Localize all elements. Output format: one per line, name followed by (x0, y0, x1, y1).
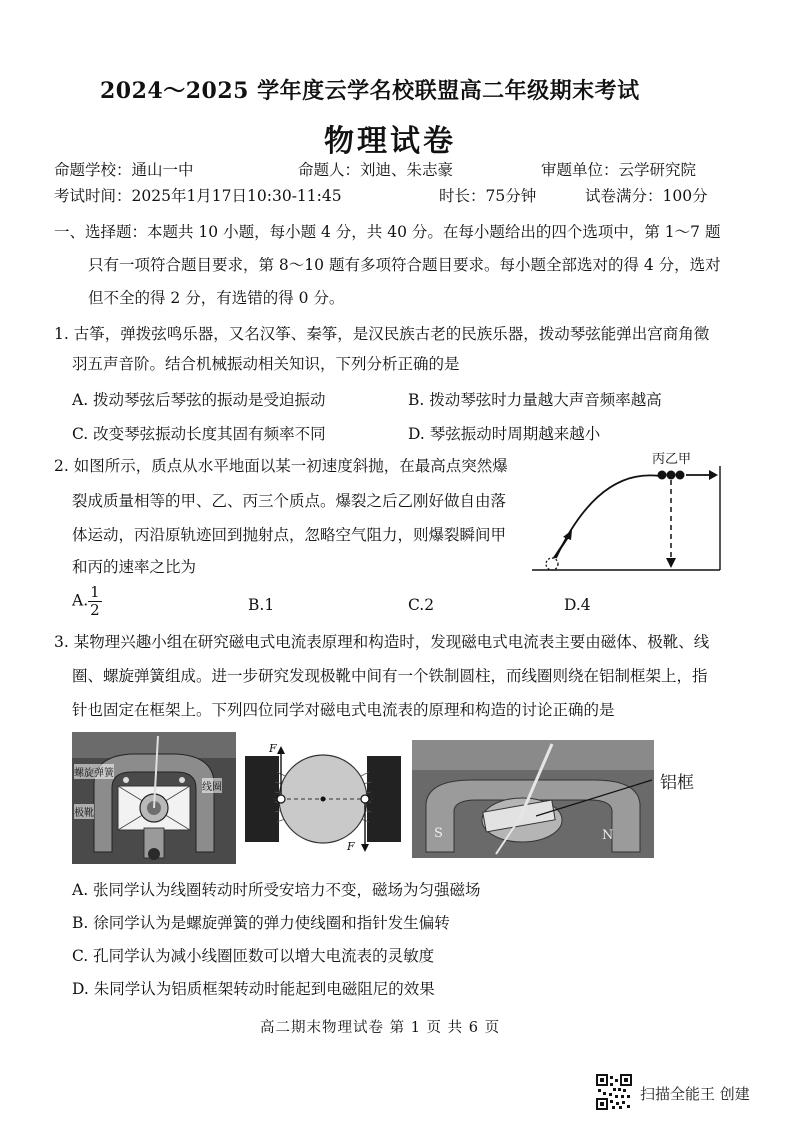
aluminum-frame-label: 铝框 (660, 773, 694, 793)
q3-option-b: B. 徐同学认为是螺旋弹簧的弹力使线圈和指针发生偏转 (72, 914, 450, 932)
section-instructions-line2: 只有一项符合题目要求，第 8～10 题有多项符合题目要求。每小题全部选对的得 4 分，选对 (88, 256, 721, 274)
force-label-top: F (269, 742, 277, 755)
galvanometer-photo-drawing (72, 732, 236, 864)
q1-stem-line2: 羽五声音阶。结合机械振动相关知识，下列分析正确的是 (72, 355, 460, 373)
q3-aluminum-frame-photo (412, 740, 654, 858)
q3-stem-line1: 3. 某物理兴趣小组在研究磁电式电流表原理和构造时，发现磁电式电流表主要由磁体、极靴、线 (54, 633, 710, 651)
qr-code-drawing (596, 1074, 632, 1110)
exam-time: 考试时间：2025年1月17日10:30-11:45 (54, 187, 342, 205)
section-instructions-line1: 一、选择题：本题共 10 小题，每小题 4 分，共 40 分。在每小题给出的四个选项中，第 1～7 题 (54, 223, 721, 241)
force-label-bottom: F (347, 840, 355, 853)
q2-option-b: B.1 (248, 596, 275, 614)
qr-code-icon (596, 1074, 632, 1110)
q3-option-a: A. 张同学认为线圈转动时所受安培力不变，磁场为匀强磁场 (72, 881, 481, 899)
q2-stem-line2: 裂成质量相等的甲、乙、丙三个质点。爆裂之后乙刚好做自由落 (72, 492, 507, 510)
fraction-denominator: 2 (90, 601, 100, 619)
q3-stem-line3: 针也固定在框架上。下列四位同学对磁电式电流表的原理和构造的讨论正确的是 (72, 701, 615, 719)
aluminum-frame-drawing (412, 740, 654, 858)
q2-option-d: D.4 (564, 596, 591, 614)
page-title: 物理试卷 (324, 124, 456, 159)
scanner-watermark: 扫描全能王 创建 (640, 1085, 750, 1103)
school-info: 命题学校：通山一中 (54, 161, 194, 179)
exam-duration: 时长：75分钟 (439, 187, 537, 205)
exam-score: 试卷满分：100分 (585, 187, 708, 205)
q2-option-c: C.2 (408, 596, 435, 614)
q2-projectile-figure (528, 446, 724, 584)
q1-option-c: C. 改变琴弦振动长度其固有频率不同 (72, 425, 326, 443)
label-pole-shoe: 极靴 (74, 804, 94, 819)
q3-coil-diagram (243, 742, 403, 856)
q2-stem-line4: 和丙的速率之比为 (72, 558, 197, 576)
q2-option-a-prefix: A. (72, 591, 89, 610)
q3-option-c: C. 孔同学认为减小线圈匝数可以增大电流表的灵敏度 (72, 947, 435, 965)
coil-diagram-drawing (243, 742, 403, 856)
page-footer: 高二期末物理试卷 第 1 页 共 6 页 (260, 1020, 501, 1036)
pole-label-n: N (602, 828, 614, 843)
reviewer-info: 审题单位：云学研究院 (541, 161, 697, 179)
q3-stem-line2: 圈、螺旋弹簧组成。进一步研究发现极靴中间有一个铁制圆柱，而线圈则绕在铝制框架上，指 (72, 667, 708, 685)
q2-stem-line1: 2. 如图所示，质点从水平地面以某一初速度斜抛，在最高点突然爆 (54, 457, 508, 475)
label-spring: 螺旋弹簧 (74, 764, 114, 779)
pole-label-s: S (434, 826, 443, 841)
q2-option-a-fraction (88, 584, 102, 619)
exam-title: 2024～2025 学年度云学名校联盟高二年级期末考试 (100, 78, 640, 104)
q3-option-d: D. 朱同学认为铝质框架转动时能起到电磁阻尼的效果 (72, 980, 435, 998)
q1-stem-line1: 1. 古筝，弹拨弦鸣乐器，又名汉筝、秦筝，是汉民族古老的民族乐器，拨动琴弦能弹出宫商角徵 (54, 325, 710, 343)
q1-option-b: B. 拨动琴弦时力量越大声音频率越高 (408, 391, 662, 409)
q3-galvanometer-photo (72, 732, 236, 864)
q1-option-a: A. 拨动琴弦后琴弦的振动是受迫振动 (72, 391, 326, 409)
label-coil: 线圈 (202, 778, 222, 793)
q1-option-d: D. 琴弦振动时周期越来越小 (408, 425, 601, 443)
fraction-numerator: 1 (90, 583, 100, 601)
q2-figure-label: 丙乙甲 (652, 452, 692, 467)
q2-stem-line3: 体运动，丙沿原轨迹回到抛射点，忽略空气阻力，则爆裂瞬间甲 (72, 526, 507, 544)
q2-option-a (72, 584, 102, 619)
section-instructions-line3: 但不全的得 2 分，有选错的得 0 分。 (88, 289, 345, 307)
projectile-diagram (528, 446, 724, 584)
author-info: 命题人：刘迪、朱志豪 (298, 161, 454, 179)
